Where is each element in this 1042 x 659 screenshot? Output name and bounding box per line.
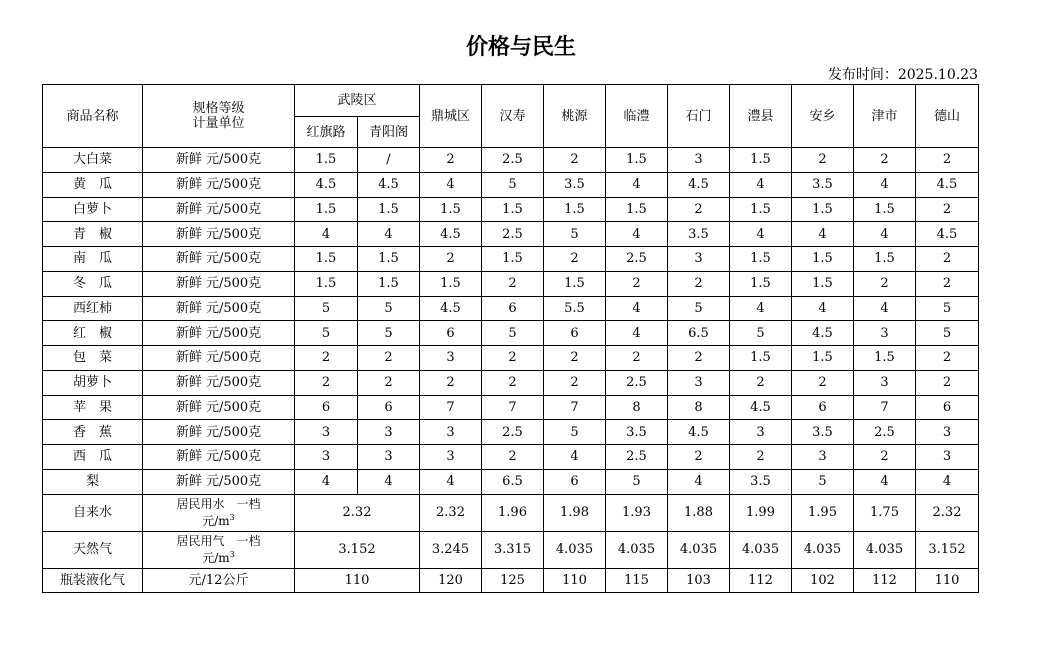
price-cell: 2 [668,346,730,371]
price-cell: 2 [544,370,606,395]
price-cell: 7 [482,395,544,420]
table-row [43,494,979,531]
price-cell: 2 [420,370,482,395]
price-cell: 7 [544,395,606,420]
header-spec-line1: 规格等级 [192,101,245,116]
price-cell: 2 [854,445,916,470]
price-cell: 2 [792,370,854,395]
table-row [43,370,979,395]
price-cell: 2.5 [854,420,916,445]
price-cell: 1.5 [730,271,792,296]
price-cell: 6.5 [668,321,730,346]
price-cell: 2 [544,148,606,173]
header-region: 桃源 [544,85,606,148]
price-cell: 1.75 [854,494,916,531]
price-cell: 4 [792,222,854,247]
price-cell: 2.32 [916,494,979,531]
price-cell: 4 [730,222,792,247]
table-row [43,531,979,568]
price-cell: 5 [358,296,420,321]
product-name-cell: 苹 果 [43,395,143,420]
price-cell: 3.5 [668,222,730,247]
price-cell: 4 [358,469,420,494]
price-cell: 1.5 [854,197,916,222]
table-row [43,469,979,494]
price-cell: 1.5 [295,271,358,296]
spec-cell: 新鲜 元/500克 [143,296,295,321]
product-name-cell: 香 蕉 [43,420,143,445]
price-cell: 3 [668,370,730,395]
header-row-1 [43,85,979,117]
header-region: 安乡 [792,85,854,148]
price-cell: 2 [730,370,792,395]
price-cell: 1.5 [544,271,606,296]
price-table [42,84,979,593]
price-cell: 115 [606,568,668,592]
price-cell: 5 [482,321,544,346]
price-cell: 2 [358,346,420,371]
product-name-cell: 包 菜 [43,346,143,371]
price-cell: 8 [668,395,730,420]
price-cell: 2 [916,197,979,222]
price-cell: 5.5 [544,296,606,321]
price-cell: 4.5 [420,222,482,247]
price-cell: 4 [730,296,792,321]
wuling-price-cell: 2.32 [295,494,420,531]
price-cell: 1.5 [792,346,854,371]
price-cell: 6 [792,395,854,420]
price-cell: 1.5 [358,197,420,222]
price-cell: 4 [792,296,854,321]
spec-cell: 新鲜 元/500克 [143,321,295,346]
price-cell: 2.5 [482,148,544,173]
table-row [43,395,979,420]
spec-cell: 新鲜 元/500克 [143,420,295,445]
product-name-cell: 瓶装液化气 [43,568,143,592]
price-cell: 5 [295,296,358,321]
product-name-cell: 青 椒 [43,222,143,247]
price-cell: 1.5 [606,148,668,173]
spec-unit: 元/m [202,551,230,565]
price-cell: 4.035 [792,531,854,568]
price-cell: 3.5 [792,420,854,445]
price-cell: 4.5 [295,172,358,197]
price-cell: 4.035 [854,531,916,568]
price-cell: 1.5 [295,247,358,272]
price-cell: 2 [854,148,916,173]
product-name-cell: 大白菜 [43,148,143,173]
price-cell: 3.5 [606,420,668,445]
wuling-price-cell: 3.152 [295,531,420,568]
price-cell: 4 [854,172,916,197]
price-cell: 5 [482,172,544,197]
price-cell: 4 [854,296,916,321]
price-cell: 4 [606,222,668,247]
price-cell: 112 [854,568,916,592]
table-row [43,172,979,197]
product-name-cell: 胡萝卜 [43,370,143,395]
price-cell: 3 [792,445,854,470]
price-cell: 1.5 [730,346,792,371]
price-cell: 3.245 [420,531,482,568]
price-cell: 5 [916,296,979,321]
price-cell: 5 [730,321,792,346]
price-cell: 5 [358,321,420,346]
table-row [43,346,979,371]
price-cell: 5 [668,296,730,321]
price-cell: 1.96 [482,494,544,531]
price-cell: 3 [916,420,979,445]
price-cell: 6 [420,321,482,346]
price-cell: 4 [916,469,979,494]
price-cell: 3.315 [482,531,544,568]
price-cell: 2.5 [606,445,668,470]
price-cell: 4.5 [668,420,730,445]
price-cell: 4.035 [544,531,606,568]
price-cell: 4 [668,469,730,494]
price-cell: 3 [854,321,916,346]
spec-cell: 新鲜 元/500克 [143,271,295,296]
price-cell: 1.93 [606,494,668,531]
price-cell: 4 [606,172,668,197]
price-cell: 4 [606,296,668,321]
spec-cell [143,494,295,531]
table-row [43,445,979,470]
spec-line2 [143,511,294,528]
price-cell: 1.5 [792,197,854,222]
price-cell: 2 [916,271,979,296]
price-cell: 1.5 [358,247,420,272]
header-spec [143,85,295,148]
price-cell: 3 [358,420,420,445]
price-cell: 2.5 [482,420,544,445]
price-cell: 7 [854,395,916,420]
price-cell: 2 [295,370,358,395]
price-cell: 2 [668,271,730,296]
price-cell: 1.5 [792,271,854,296]
table-row [43,321,979,346]
price-cell: 2.5 [606,370,668,395]
header-hongqilu: 红旗路 [295,117,358,148]
price-cell: 5 [544,420,606,445]
price-cell: 3 [358,445,420,470]
price-cell: 1.5 [295,197,358,222]
header-wuling-district: 武陵区 [295,85,420,117]
price-cell: 3.5 [792,172,854,197]
price-cell: 4 [854,469,916,494]
price-cell: 2 [544,346,606,371]
price-cell: 2 [482,445,544,470]
spec-cell [143,531,295,568]
price-cell: 3 [730,420,792,445]
price-cell: 4 [854,222,916,247]
spec-cell: 新鲜 元/500克 [143,222,295,247]
price-cell: 6.5 [482,469,544,494]
price-cell: 6 [916,395,979,420]
product-name-cell: 自来水 [43,494,143,531]
price-cell: 6 [544,469,606,494]
price-cell: 5 [295,321,358,346]
price-cell: 1.5 [606,197,668,222]
table-row [43,420,979,445]
table-row [43,197,979,222]
price-cell: 102 [792,568,854,592]
price-cell: 4.035 [606,531,668,568]
price-cell: 125 [482,568,544,592]
price-cell: 1.5 [482,247,544,272]
price-cell: 3 [295,445,358,470]
price-cell: 6 [358,395,420,420]
header-region: 津市 [854,85,916,148]
publish-time: 发布时间：2025.10.23 [827,67,978,83]
price-cell: 2 [420,247,482,272]
table-row [43,148,979,173]
price-cell: 6 [482,296,544,321]
price-cell: 4 [420,469,482,494]
price-cell: 4 [420,172,482,197]
spec-cell: 新鲜 元/500克 [143,172,295,197]
spec-cell: 新鲜 元/500克 [143,197,295,222]
table-row [43,296,979,321]
price-cell: 3 [668,247,730,272]
header-product-name: 商品名称 [43,85,143,148]
price-cell: 1.99 [730,494,792,531]
spec-line1: 居民用气 一档 [176,534,261,548]
product-name-cell: 天然气 [43,531,143,568]
price-cell: 3 [420,445,482,470]
header-region: 临澧 [606,85,668,148]
header-region: 汉寿 [482,85,544,148]
price-cell: 1.5 [358,271,420,296]
header-region: 鼎城区 [420,85,482,148]
price-cell: 110 [916,568,979,592]
header-qingyangge: 青阳阁 [358,117,420,148]
price-cell: 1.5 [792,247,854,272]
spec-cell: 新鲜 元/500克 [143,247,295,272]
price-cell: 2.5 [482,222,544,247]
price-cell: 1.5 [544,197,606,222]
price-cell: 2 [420,148,482,173]
product-name-cell: 冬 瓜 [43,271,143,296]
price-cell: 6 [544,321,606,346]
price-cell: 1.5 [854,346,916,371]
price-cell: 3 [668,148,730,173]
price-cell: 4 [730,172,792,197]
wuling-price-cell: 110 [295,568,420,592]
price-cell: 4.5 [792,321,854,346]
price-cell: / [358,148,420,173]
product-name-cell: 西红柿 [43,296,143,321]
table-row [43,247,979,272]
table-row [43,271,979,296]
product-name-cell: 梨 [43,469,143,494]
spec-unit-superscript: 3 [229,550,235,559]
price-cell: 4.5 [420,296,482,321]
price-cell: 4 [295,222,358,247]
price-cell: 3.5 [544,172,606,197]
price-cell: 4 [606,321,668,346]
price-cell: 2 [792,148,854,173]
spec-unit: 元/m [202,514,230,528]
price-cell: 1.95 [792,494,854,531]
price-cell: 4 [358,222,420,247]
price-cell: 3 [854,370,916,395]
price-cell: 7 [420,395,482,420]
price-cell: 4.5 [916,222,979,247]
price-cell: 3 [295,420,358,445]
price-cell: 4.5 [730,395,792,420]
spec-cell: 新鲜 元/500克 [143,370,295,395]
price-cell: 2.5 [606,247,668,272]
price-cell: 4.5 [916,172,979,197]
price-cell: 2 [668,197,730,222]
price-cell: 1.5 [420,271,482,296]
spec-cell: 元/12公斤 [143,568,295,592]
price-cell: 2 [358,370,420,395]
price-cell: 4 [544,445,606,470]
header-spec-line2: 计量单位 [192,116,245,131]
spec-cell: 新鲜 元/500克 [143,346,295,371]
price-cell: 3 [916,445,979,470]
product-name-cell: 白萝卜 [43,197,143,222]
price-cell: 2 [730,445,792,470]
price-cell: 2 [916,346,979,371]
product-name-cell: 黄 瓜 [43,172,143,197]
header-region: 德山 [916,85,979,148]
table-row [43,568,979,592]
spec-line1: 居民用水 一档 [176,497,261,511]
price-cell: 6 [295,395,358,420]
price-cell: 5 [606,469,668,494]
price-cell: 2 [544,247,606,272]
spec-cell: 新鲜 元/500克 [143,469,295,494]
header-region: 石门 [668,85,730,148]
price-cell: 1.5 [730,247,792,272]
price-cell: 5 [916,321,979,346]
price-cell: 2 [482,271,544,296]
price-cell: 1.88 [668,494,730,531]
price-cell: 2 [606,346,668,371]
price-cell: 5 [792,469,854,494]
price-cell: 1.5 [854,247,916,272]
price-cell: 2 [482,346,544,371]
price-cell: 3.5 [730,469,792,494]
price-cell: 1.5 [730,197,792,222]
price-cell: 1.5 [420,197,482,222]
price-cell: 2 [916,370,979,395]
price-cell: 110 [544,568,606,592]
header-region: 澧县 [730,85,792,148]
price-cell: 1.5 [730,148,792,173]
spec-cell: 新鲜 元/500克 [143,395,295,420]
price-cell: 5 [544,222,606,247]
price-cell: 4 [295,469,358,494]
product-name-cell: 红 椒 [43,321,143,346]
price-cell: 2 [916,247,979,272]
product-name-cell: 南 瓜 [43,247,143,272]
price-cell: 112 [730,568,792,592]
price-cell: 3.152 [916,531,979,568]
price-cell: 4.5 [668,172,730,197]
price-cell: 1.98 [544,494,606,531]
table-row [43,222,979,247]
price-cell: 4.5 [358,172,420,197]
price-cell: 2 [854,271,916,296]
price-cell: 2 [606,271,668,296]
price-cell: 8 [606,395,668,420]
price-cell: 4.035 [730,531,792,568]
price-cell: 2 [482,370,544,395]
price-cell: 103 [668,568,730,592]
price-cell: 3 [420,420,482,445]
spec-line2 [143,548,294,565]
price-cell: 2 [295,346,358,371]
price-cell: 120 [420,568,482,592]
price-cell: 4.035 [668,531,730,568]
page-title: 价格与民生 [465,35,576,60]
price-cell: 1.5 [295,148,358,173]
price-cell: 2 [916,148,979,173]
price-cell: 3 [420,346,482,371]
product-name-cell: 西 瓜 [43,445,143,470]
price-cell: 2 [668,445,730,470]
spec-unit-superscript: 3 [229,513,235,522]
spec-cell: 新鲜 元/500克 [143,148,295,173]
spec-cell: 新鲜 元/500克 [143,445,295,470]
price-cell: 2.32 [420,494,482,531]
price-cell: 1.5 [482,197,544,222]
